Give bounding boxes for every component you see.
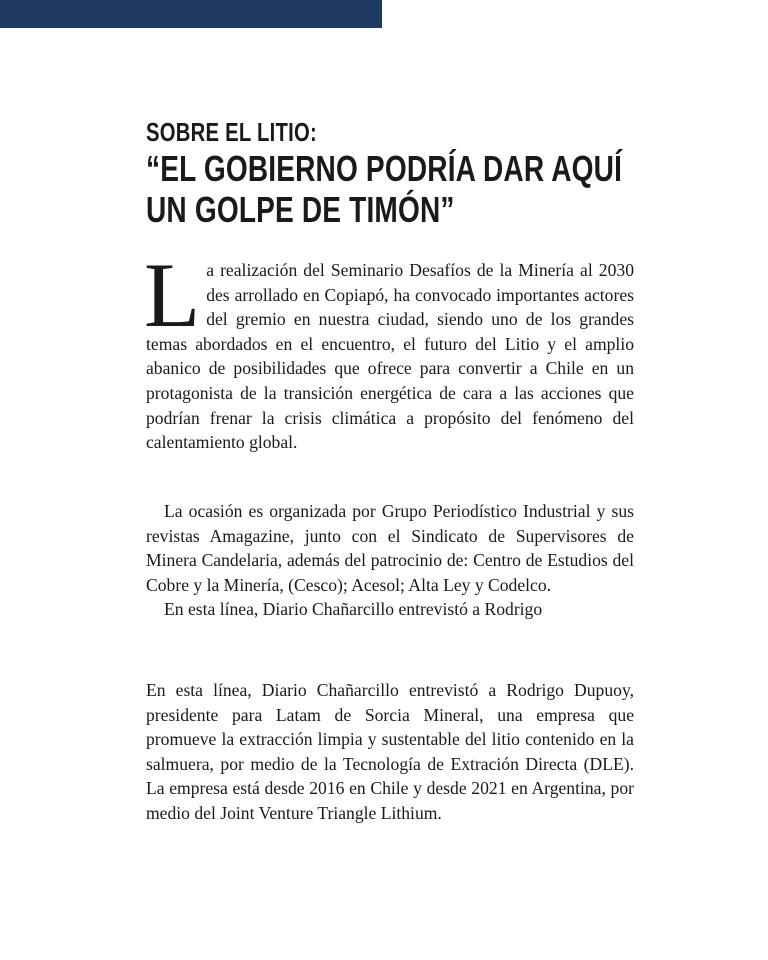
headline-title-line-1: “EL GOBIERNO PODRÍA DAR AQUÍ <box>146 148 623 189</box>
paragraph-intro <box>144 244 634 455</box>
paragraph-organizers-continuation: En esta línea, Diario Chañarcillo entrevistó a Rodrigo <box>164 599 543 620</box>
drop-cap: L <box>144 244 201 346</box>
top-accent-bar <box>0 0 382 28</box>
headline-title-line-2: UN GOLPE DE TIMÓN” <box>146 189 455 230</box>
headline-title <box>146 148 623 230</box>
paragraph-interview-text: En esta línea, Diario Chañarcillo entrevistó a Rodrigo Dupuoy, presidente para Latam de Sorcia Mineral, una empresa que promueve la extracción limpia y sustentable del litio contenido en la salmuera, por medio de la Tecnología de Extración Directa (DLE). La empresa está desde 2016 en Chile y desde 2021 en Argentina, por medio del Joint Venture Triangle Lithium. <box>146 680 634 823</box>
headline-kicker: SOBRE EL LITIO: <box>146 117 318 147</box>
paragraph-organizers <box>146 499 634 622</box>
article-headline <box>146 116 623 230</box>
paragraph-intro-text: a realización del Seminario Desafíos de la Minería al 2030 des arrollado en Copiapó, ha convocado importantes actores del gremio en nuestra ciudad, siendo uno de los grandes temas abordados en el encuentro, el futuro del Litio y el amplio abanico de posibilidades que ofrece para convertir a Chile en un protagonista de la transición energética de cara a las acciones que podrían frenar la crisis climática a propósito del fenómeno del calentamiento global. <box>146 260 634 453</box>
paragraph-interview <box>146 678 634 826</box>
paragraph-organizers-text: La ocasión es organizada por Grupo Periodístico Industrial y sus revistas Amagazine, junto con el Sindicato de Supervisores de Minera Candelaria, además del patrocinio de: Centro de Estudios del Cobre y la Minería, (Cesco); Acesol; Alta Ley y Codelco. <box>146 501 634 595</box>
